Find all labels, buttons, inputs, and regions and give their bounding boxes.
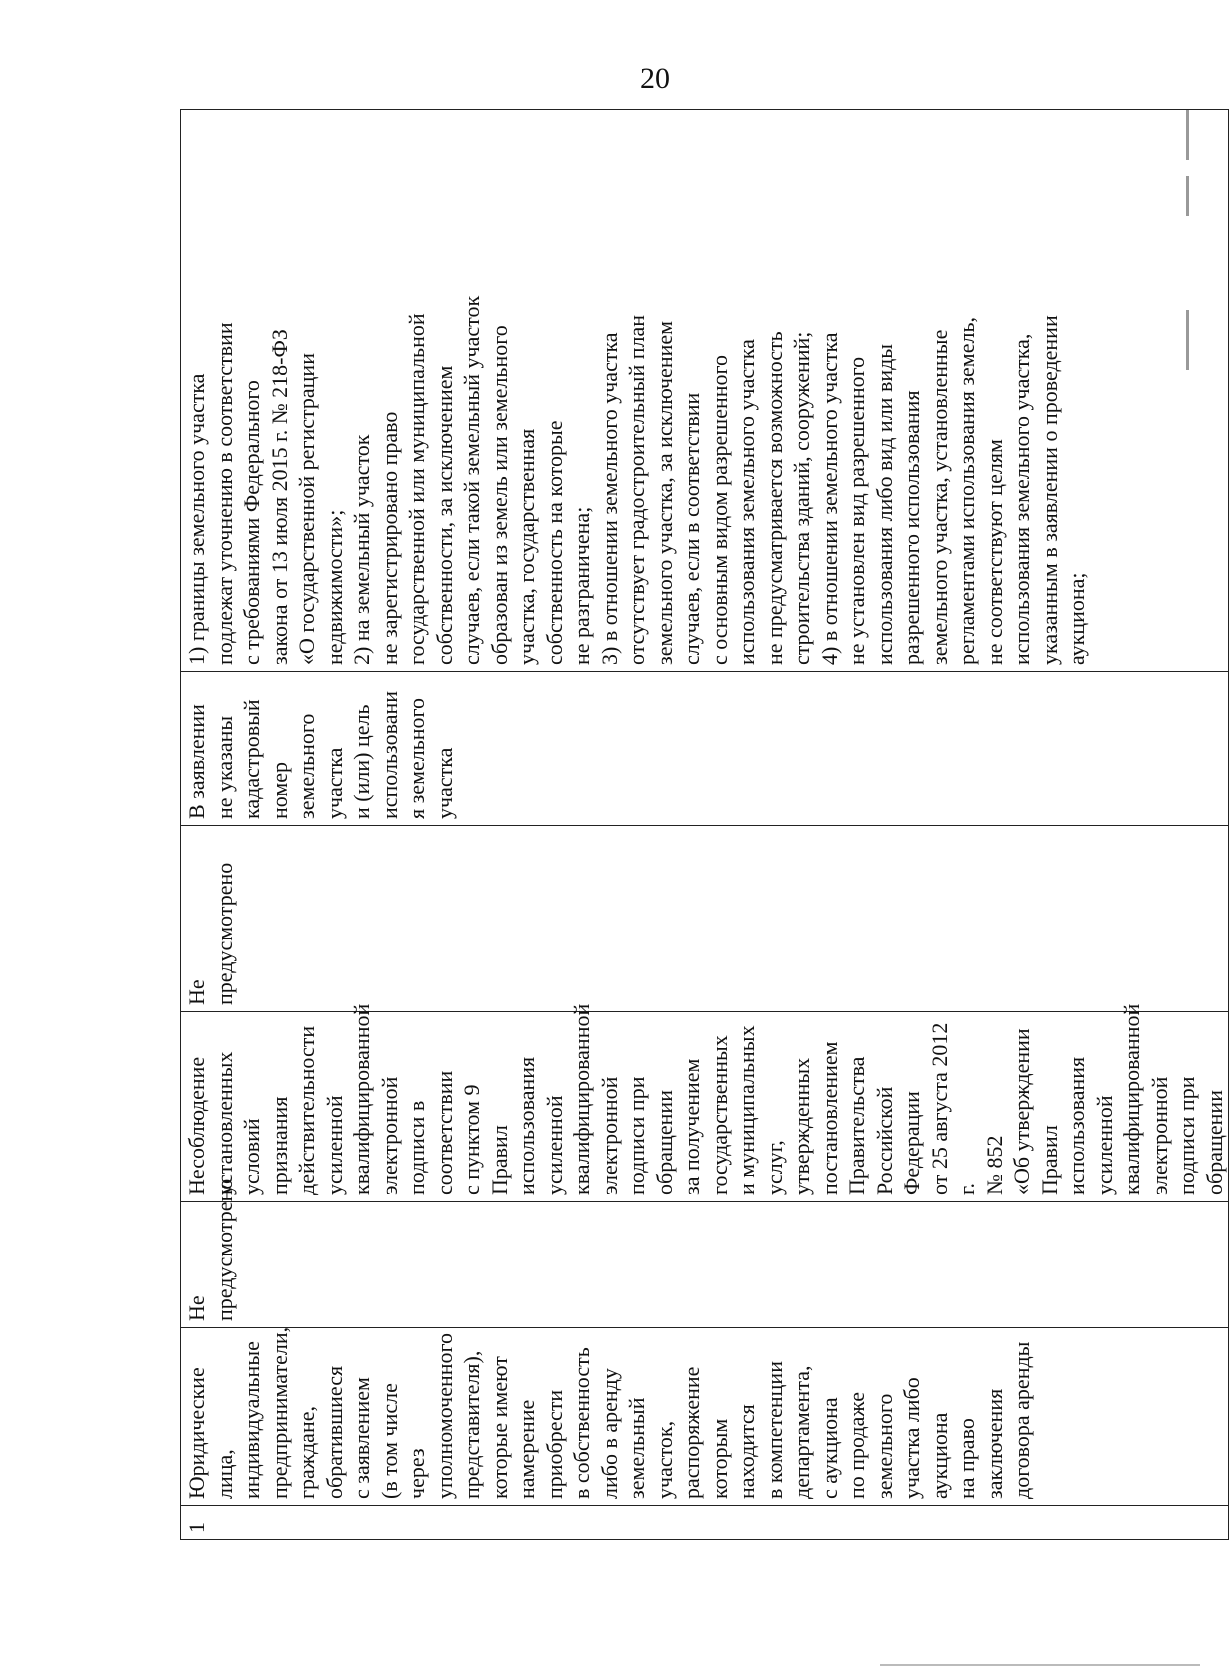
column-3-text: Не предусмотрено	[184, 1178, 237, 1321]
applicants-text: Юридические лица, индивидуальные предприниматели, граждане, обратившиеся с заявлением (в том числе через уполномоченного представителя), которые имеют намерение приобрести в собственность либо в аренду земельный участок, распоряжение которым находится в компетенции департамента, с аукциона по продаже земельного участка либо аукциона на право заключения договора аренды	[184, 1326, 1034, 1499]
scan-artifact	[1186, 310, 1189, 370]
rotated-table-container	[180, 110, 1227, 1540]
column-6-cell	[181, 672, 1229, 826]
application-missing-data-text: В заявлении не указаны кадастровый номер земельного участка и (или) цель использовани я земельного участка	[184, 690, 457, 819]
refusal-grounds-text: Несоблюдение установленных условий признания действительности усиленной квалифицированной электронной подписи в соответствии с пунктом 9 Правил использования усиленной квалифицированной электронной подписи при обращении за получением государственных и муниципальных услуг, утвержденных постановлением Правительства Российской Федерации от 25 августа 2012 г. № 852 «Об утверждении Правил использования усиленной квалифицированной электронной подписи при обращении	[184, 1003, 1227, 1195]
row-index: 1	[184, 1522, 209, 1533]
column-4-cell	[181, 1003, 1229, 1202]
table-row	[181, 110, 1229, 1540]
land-plot-conditions-text: 1) границы земельного участка подлежат уточнению в соответствии с требованиями Федерального закона от 13 июля 2015 г. № 218-ФЗ «О государственной регистрации недвижимости»; 2) на земельный участок не зарегистрировано право государственной или муниципальной собственности, за исключением случаев, если такой земельный участок образован из земель или земельного участка, государственная собственность на которые не разграничена; 3) в отношении земельного участка отсутствует градостроительный план земельного участка, за исключением случаев, если в соответствии с основным видом разрешенного использования земельного участка не предусматривается возможность строительства зданий, сооружений; 4) в отношении земельного участка не установлен вид разрешенного использования либо вид или виды разрешенного использования земельного участка, установленные регламентами использования земель, не соответствуют целям использования земельного участка, указанным в заявлении о проведении аукциона;	[184, 295, 1089, 665]
column-7-cell	[181, 110, 1229, 672]
scan-edge	[880, 1664, 1200, 1666]
requirements-table	[180, 109, 1229, 1540]
scan-artifact	[1186, 176, 1189, 216]
column-3-cell	[181, 1178, 1229, 1328]
page-number: 20	[640, 62, 670, 95]
column-5-cell	[181, 826, 1229, 1012]
applicants-cell	[181, 1328, 1229, 1506]
scan-artifact	[1186, 110, 1189, 160]
row-index-cell	[181, 1506, 1229, 1540]
column-5-text: Не предусмотрено	[184, 862, 237, 1005]
